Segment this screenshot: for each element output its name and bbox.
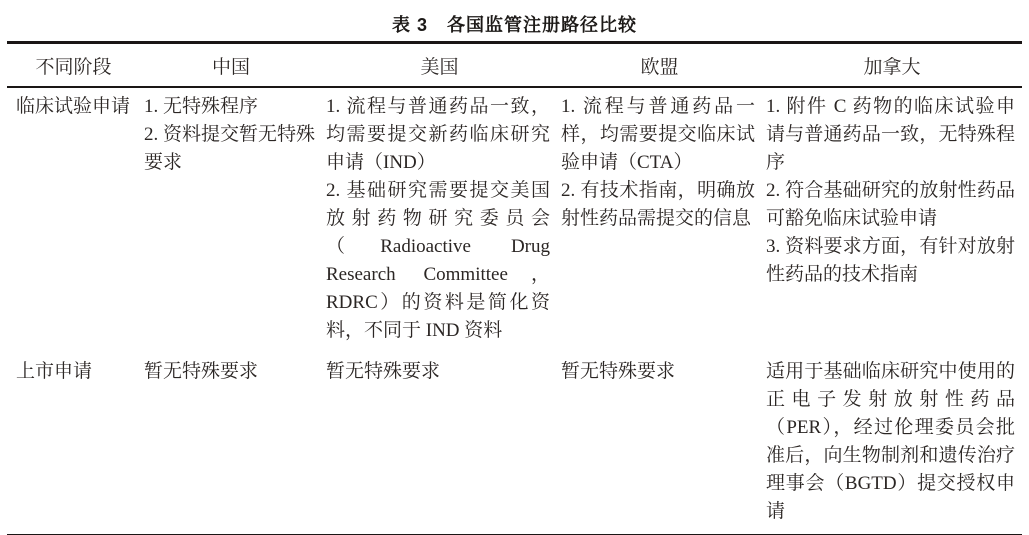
canada-cell bbox=[762, 353, 1022, 535]
china-cell bbox=[140, 87, 322, 353]
cell-item: 1. 流程与普通药品一样，均需要提交临床试验申请（CTA） bbox=[561, 96, 755, 173]
table-row-clinical-trial-application bbox=[7, 87, 1022, 353]
cell-item: 2. 基础研究需要提交美国放射药物研究委员会（Radioactive Drug Research Committee，RDRC）的资料是简化资料，不同于 IND 资料 bbox=[326, 180, 550, 341]
cell-item: 暂无特殊要求 bbox=[561, 361, 676, 382]
cell-item: 1. 流程与普通药品一致，均需要提交新药临床研究申请（IND） bbox=[326, 96, 550, 173]
table-header-row bbox=[7, 43, 1022, 88]
usa-cell bbox=[322, 87, 557, 353]
eu-cell bbox=[557, 353, 762, 535]
column-header-china: 中国 bbox=[140, 43, 322, 88]
cell-item: 3. 资料要求方面，有针对放射性药品的技术指南 bbox=[766, 236, 1015, 285]
stage-cell bbox=[7, 353, 140, 535]
column-header-usa: 美国 bbox=[322, 43, 557, 88]
cell-item: 暂无特殊要求 bbox=[144, 361, 259, 382]
cell-item: 2. 有技术指南，明确放射性药品需提交的信息 bbox=[561, 180, 755, 229]
eu-cell bbox=[557, 87, 762, 353]
stage-label: 上市申请 bbox=[16, 361, 93, 382]
table-header bbox=[7, 43, 1022, 88]
china-cell bbox=[140, 353, 322, 535]
column-header-stage: 不同阶段 bbox=[7, 43, 140, 88]
cell-item: 适用于基础临床研究中使用的正电子发射放射性药品（PER），经过伦理委员会批准后，向生物制剂和遗传治疗理事会（BGTD）提交授权申请 bbox=[766, 361, 1015, 522]
regulatory-pathway-table bbox=[7, 41, 1022, 535]
table-title: 表 3 各国监管注册路径比较 bbox=[391, 15, 637, 35]
stage-label: 临床试验申请 bbox=[16, 96, 131, 117]
usa-cell bbox=[322, 353, 557, 535]
cell-item: 1. 附件 C 药物的临床试验申请与普通药品一致，无特殊程序 bbox=[766, 96, 1015, 173]
stage-cell bbox=[7, 87, 140, 353]
table-body bbox=[7, 87, 1022, 535]
canada-cell bbox=[762, 87, 1022, 353]
table-row-marketing-application bbox=[7, 353, 1022, 535]
column-header-eu: 欧盟 bbox=[557, 43, 762, 88]
cell-item: 1. 无特殊程序 bbox=[144, 96, 259, 117]
cell-item: 2. 符合基础研究的放射性药品可豁免临床试验申请 bbox=[766, 180, 1015, 229]
cell-item: 暂无特殊要求 bbox=[326, 361, 441, 382]
document-page bbox=[7, 0, 1022, 535]
column-header-canada: 加拿大 bbox=[762, 43, 1022, 88]
cell-item: 2. 资料提交暂无特殊要求 bbox=[144, 124, 316, 173]
